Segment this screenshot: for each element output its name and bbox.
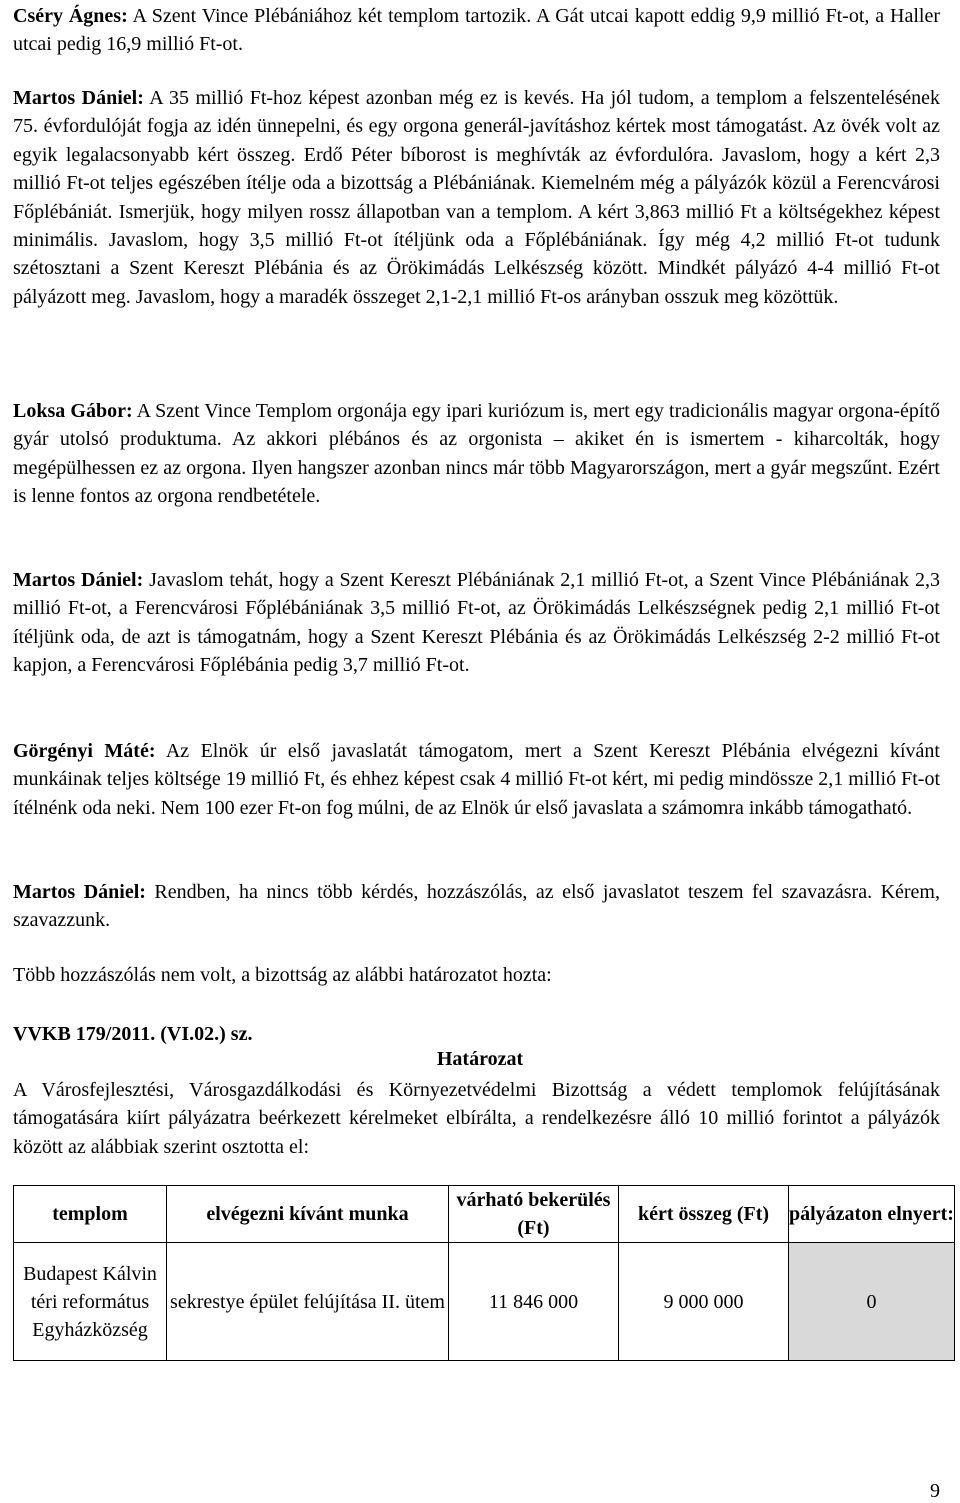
allocation-table (13, 1185, 955, 1361)
paragraph-text: Javaslom tehát, hogy a Szent Kereszt Plébániának 2,1 millió Ft-ot, a Szent Vince Plébániának 2,3 millió Ft-ot, a Ferencvárosi Főplébániának 3,5 millió Ft-ot, az Örökimádás Lelkészségnek pedig 2,1 millió Ft-ot ítéljünk oda, de azt is támogatnám, hogy a Szent Kereszt Plébánia és az Örökimádás Lelkészség 2-2 millió Ft-ot kapjon, a Ferencvárosi Főplébánia pedig 3,7 millió Ft-ot. (13, 569, 940, 677)
closing-line: Több hozzászólás nem volt, a bizottság az alábbi határozatot hozta: (13, 964, 552, 986)
paragraph-text: A Szent Vince Templom orgonája egy ipari kuriózum is, mert egy tradicionális magyar orgona-építő gyár utolsó produktuma. Az akkori plébános és az orgonista – akiket én is ismertem - kiharcolták, hogy megépülhessen ez az orgona. Ilyen hangszer azonban nincs már több Magyarországon, mert a gyár megszűnt. Ezért is lenne fontos az orgona rendbetétele. (13, 400, 940, 508)
cell-church: Budapest Kálvin téri református Egyházközség (14, 1243, 167, 1361)
decision-text: A Városfejlesztési, Városgazdálkodási és Környezetvédelmi Bizottság a védett templomok felújításának támogatására kiírt pályázatra beérkezett kérelmeket elbírálta, a rendelkezésre álló 10 millió forintot a pályázók között az alábbiak szerint osztotta el: (13, 1079, 940, 1158)
speaker-name: Loksa Gábor: (13, 400, 133, 422)
cell-estimated-cost: 11 846 000 (449, 1243, 619, 1361)
header-requested-amount: kért összeg (Ft) (619, 1186, 789, 1243)
cell-requested-amount: 9 000 000 (619, 1243, 789, 1361)
table-row (14, 1243, 955, 1361)
header-estimated-cost: várható bekerülés (Ft) (449, 1186, 619, 1243)
paragraph-martos-3 (13, 878, 940, 935)
paragraph-csery (13, 2, 940, 59)
header-church: templom (14, 1186, 167, 1243)
speaker-name: Martos Dániel: (13, 569, 144, 591)
paragraph-text: A Szent Vince Plébániához két templom tartozik. A Gát utcai kapott eddig 9,9 millió Ft-ot, a Haller utcai pedig 16,9 millió Ft-ot. (13, 5, 940, 56)
paragraph-loksa (13, 397, 940, 511)
paragraph-martos-2 (13, 566, 940, 680)
paragraph-text: Az Elnök úr első javaslatát támogatom, mert a Szent Kereszt Plébánia elvégezni kívánt munkáinak teljes költsége 19 millió Ft, és ehhez képest csak 4 millió Ft-ot kért, mi pedig mindössze 2,1 millió Ft-ot ítélnénk oda neki. Nem 100 ezer Ft-on fog múlni, de az Elnök úr első javaslata a számomra inkább támogatható. (13, 740, 940, 819)
speaker-name: Cséry Ágnes: (13, 5, 128, 27)
header-work: elvégezni kívánt munka (167, 1186, 449, 1243)
speaker-name: Martos Dániel: (13, 881, 146, 903)
header-awarded: pályázaton elnyert: (789, 1186, 955, 1243)
cell-work: sekrestye épület felújítása II. ütem (167, 1243, 449, 1361)
decision-number: VVKB 179/2011. (VI.02.) sz. (13, 1023, 253, 1045)
decision-heading: Határozat (436, 1048, 524, 1070)
paragraph-martos-1 (13, 84, 940, 311)
cell-awarded: 0 (789, 1243, 955, 1361)
speaker-name: Martos Dániel: (13, 87, 144, 109)
paragraph-gorgenyi (13, 737, 940, 822)
table-header-row (14, 1186, 955, 1243)
paragraph-text: Rendben, ha nincs több kérdés, hozzászólás, az első javaslatot teszem fel szavazásra. Kérem, szavazzunk. (13, 881, 940, 932)
paragraph-text: A 35 millió Ft-hoz képest azonban még ez is kevés. Ha jól tudom, a templom a felszentelésének 75. évfordulóját fogja az idén ünnepelni, és egy orgona generál-javításhoz kértek most támogatást. Az övék volt az egyik legalacsonyabb kért összeg. Erdő Péter bíborost is meghívták az évfordulóra. Javaslom, hogy a kért 2,3 millió Ft-ot teljes egészében ítélje oda a bizottság a Plébániának. Kiemelném még a pályázók közül a Ferencvárosi Főplébániát. Ismerjük, hogy milyen rossz állapotban van a templom. A kért 3,863 millió Ft a költségekhez képest minimális. Javaslom, hogy 3,5 millió Ft-ot ítéljünk oda a Főplébániának. Így még 4,2 millió Ft-ot tudunk szétosztani a Szent Kereszt Plébánia és az Örökimádás Lelkészség között. Mindkét pályázó 4-4 millió Ft-ot pályázott meg. Javaslom, hogy a maradék összeget 2,1-2,1 millió Ft-os arányban osszuk meg közöttük. (13, 87, 940, 308)
page-number: 9 (930, 1480, 940, 1502)
speaker-name: Görgényi Máté: (13, 740, 156, 762)
